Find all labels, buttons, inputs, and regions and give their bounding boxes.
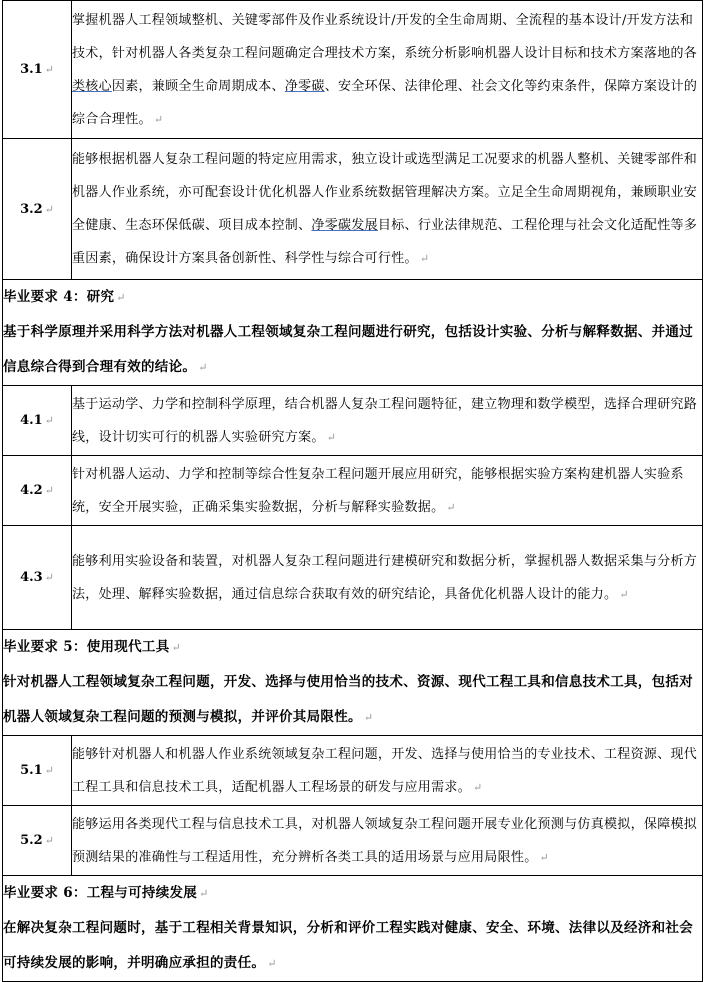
graduation-requirement-6 <box>3 876 703 982</box>
return-mark-icon: ↵ <box>153 112 164 126</box>
graduation-requirements-table <box>2 0 703 982</box>
return-mark-icon: ↵ <box>44 571 54 584</box>
return-mark-icon: ↵ <box>446 500 456 514</box>
indicator-description: 基于运动学、力学和控制科学原理，结合机器人复杂工程问题特征，建立物理和数学模型，选择合理研究路线，设计切实可行的机器人实验研究方案。 ↵ <box>72 386 703 456</box>
return-mark-icon: ↵ <box>116 291 126 304</box>
indicator-number: 3.1 ↵ <box>3 1 72 139</box>
return-mark-icon: ↵ <box>44 764 54 777</box>
return-mark-icon: ↵ <box>44 63 54 76</box>
graduation-requirement-row <box>3 630 703 736</box>
return-mark-icon: ↵ <box>44 414 54 427</box>
indicator-description: 能够针对机器人和机器人作业系统领域复杂工程问题，开发、选择与使用恰当的专业技术、工程资源、现代工程工具和信息技术工具，适配机器人工程场景的研发与应用需求。 ↵ <box>72 736 703 806</box>
indicator-description: 针对机器人运动、力学和控制等综合性复杂工程问题开展应用研究，能够根据实验方案构建机器人实验系统，安全开展实验，正确采集实验数据，分析与解释实验数据。 ↵ <box>72 456 703 526</box>
table-row <box>3 386 703 456</box>
indicator-number: 5.2 ↵ <box>3 806 72 876</box>
return-mark-icon: ↵ <box>619 587 629 601</box>
indicator-number: 4.1 ↵ <box>3 386 72 456</box>
indicator-description: 能够根据机器人复杂工程问题的特定应用需求，独立设计或选型满足工况要求的机器人整机、关键零部件和机器人作业系统，亦可配套设计优化机器人作业系统数据管理解决方案。立足全生命周期视角，兼顾职业安全健康、生态环保低碳、项目成本控制、净零碳发展目标、行业法律规范、工程伦理与社会文化适配性等多重因素，确保设计方案具备创新性、科学性与综合可行性。 ↵ <box>72 139 703 280</box>
requirement-title: 毕业要求 5：使用现代工具 <box>3 639 170 655</box>
requirement-body: 基于科学原理并采用科学方法对机器人工程领域复杂工程问题进行研究，包括设计实验、分析与解释数据、并通过信息综合得到合理有效的结论。 <box>3 324 693 375</box>
graduation-requirement-row <box>3 280 703 386</box>
table-row <box>3 1 703 139</box>
return-mark-icon: ↵ <box>363 711 374 724</box>
indicator-number: 3.2 ↵ <box>3 139 72 280</box>
return-mark-icon: ↵ <box>326 430 337 444</box>
graduation-requirement-4 <box>3 280 703 386</box>
indicator-description: 掌握机器人工程领域整机、关键零部件及作业系统设计/开发的全生命周期、全流程的基本设计/开发方法和技术，针对机器人各类复杂工程问题确定合理技术方案，系统分析影响机器人设计目标和技术方案落地的各类核心因素，兼顾全生命周期成本、净零碳、安全环保、法律伦理、社会文化等约束条件，保障方案设计的综合合理性。 ↵ <box>72 1 703 139</box>
table-row <box>3 456 703 526</box>
indicator-number: 4.3 ↵ <box>3 526 72 630</box>
indicator-description: 能够运用各类现代工程与信息技术工具，对机器人领域复杂工程问题开展专业化预测与仿真模拟，保障模拟预测结果的准确性与工程适用性，充分辨析各类工具的适用场景与应用局限性。 ↵ <box>72 806 703 876</box>
return-mark-icon: ↵ <box>419 252 430 265</box>
return-mark-icon: ↵ <box>539 850 550 864</box>
requirement-body: 在解决复杂工程问题时，基于工程相关背景知识，分析和评价工程实践对健康、安全、环境、法律以及经济和社会可持续发展的影响，并明确应承担的责任。 <box>3 920 693 971</box>
graduation-requirement-5 <box>3 630 703 736</box>
table-row <box>3 139 703 280</box>
requirement-title: 毕业要求 6：工程与可持续发展 <box>3 885 198 901</box>
return-mark-icon: ↵ <box>473 780 483 794</box>
indicator-description: 能够利用实验设备和装置，对机器人复杂工程问题进行建模研究和数据分析，掌握机器人数据采集与分析方法，处理、解释实验数据，通过信息综合获取有效的研究结论，具备优化机器人设计的能力。 ↵ <box>72 526 703 630</box>
return-mark-icon: ↵ <box>44 484 54 497</box>
indicator-number: 4.2 ↵ <box>3 456 72 526</box>
return-mark-icon: ↵ <box>199 887 209 900</box>
return-mark-icon: ↵ <box>198 361 208 374</box>
graduation-requirement-row <box>3 876 703 982</box>
table-row <box>3 736 703 806</box>
requirement-body: 针对机器人工程领域复杂工程问题，开发、选择与使用恰当的技术、资源、现代工程工具和信息技术工具，包括对机器人领域复杂工程问题的预测与模拟，并评价其局限性。 <box>3 674 693 725</box>
indicator-number: 5.1 ↵ <box>3 736 72 806</box>
table-row <box>3 806 703 876</box>
return-mark-icon: ↵ <box>44 202 54 216</box>
return-mark-icon: ↵ <box>44 834 54 847</box>
return-mark-icon: ↵ <box>171 641 182 654</box>
return-mark-icon: ↵ <box>267 957 277 970</box>
requirement-title: 毕业要求 4：研究 <box>3 289 115 305</box>
table-row <box>3 526 703 630</box>
